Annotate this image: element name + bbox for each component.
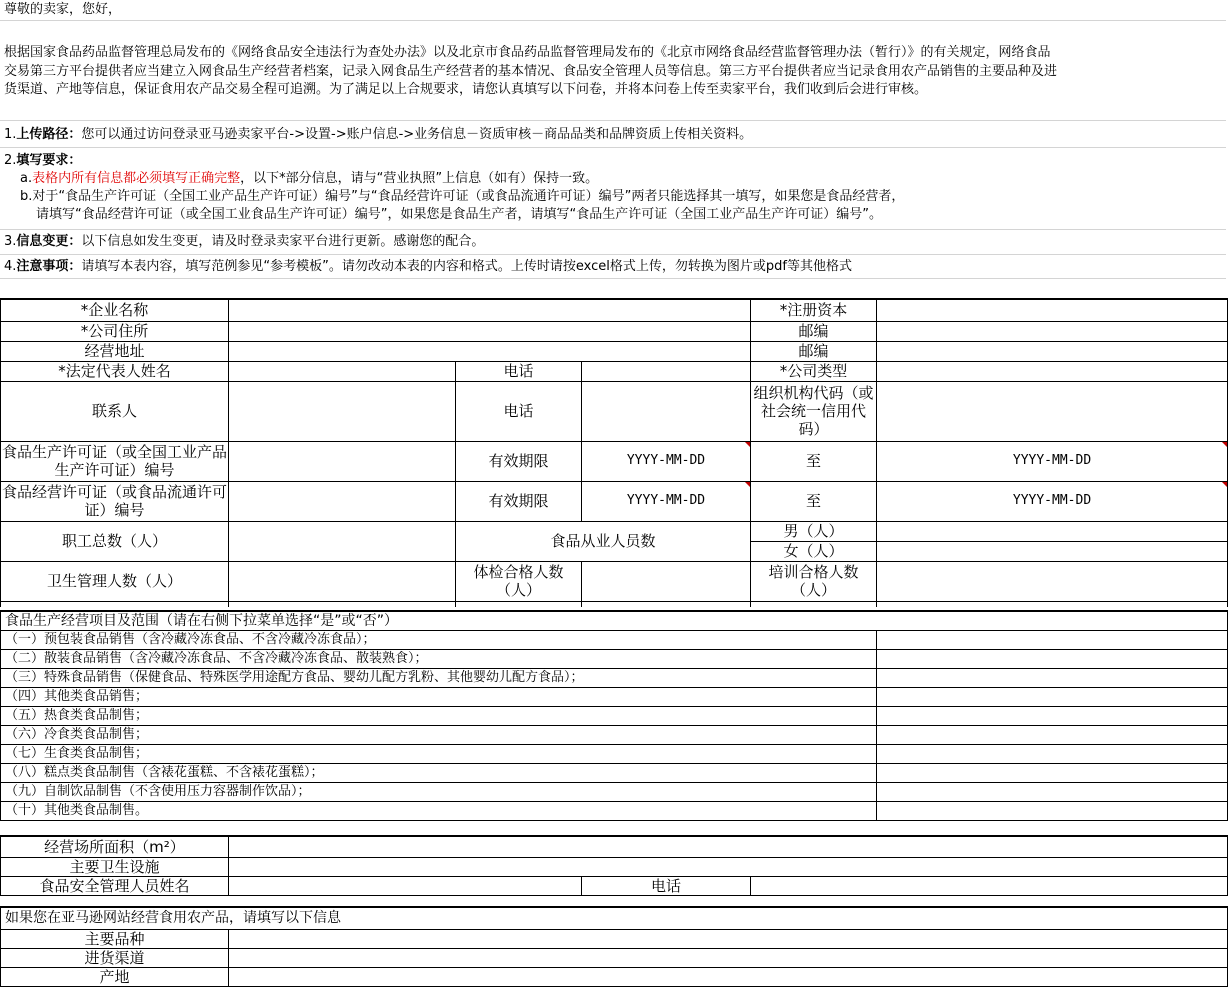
label-channel: 进货渠道 — [1, 948, 229, 967]
scope-item-label: （一）预包装食品销售（含冷藏冷冻食品、不含冷藏冷冻食品）； — [1, 631, 877, 650]
input-company-name[interactable] — [229, 299, 751, 321]
row-staff-male — [1, 521, 1228, 541]
label-hygiene-facility: 主要卫生设施 — [1, 857, 229, 876]
input-health-passed[interactable] — [582, 561, 751, 601]
row-safety-manager — [1, 876, 1228, 895]
input-biz-end-date[interactable]: YYYY-MM-DD — [877, 481, 1228, 521]
label-reg-capital: *注册资本 — [751, 299, 877, 321]
scope-header-row — [1, 611, 1228, 631]
input-contact[interactable] — [229, 381, 456, 441]
input-reg-capital[interactable] — [877, 299, 1228, 321]
agri-header: 如果您在亚马逊网站经营食用农产品，请填写以下信息 — [1, 907, 1228, 929]
spacer-cell — [456, 601, 582, 607]
greeting: 尊敬的卖家，您好， — [4, 2, 122, 17]
row-main-variety — [1, 929, 1228, 948]
note-upload-path — [0, 120, 1226, 148]
label-address: *公司住所 — [1, 321, 229, 341]
label-biz-postcode: 邮编 — [751, 341, 877, 361]
scope-item-row — [1, 707, 1228, 726]
note-number: 2. — [4, 153, 17, 168]
spacer-row — [1, 601, 1228, 607]
label-prod-license: 食品生产许可证（或全国工业产品生产许可证）编号 — [1, 443, 227, 479]
note-number: 4. — [4, 259, 17, 274]
row-contact — [1, 381, 1228, 441]
note-text: ，以下*部分信息，请与“营业执照”上信息（如有）保持一致。 — [240, 171, 599, 186]
label-contact-phone: 电话 — [456, 381, 582, 441]
note-title: 上传路径： — [16, 127, 82, 142]
label-legal-phone: 电话 — [456, 361, 582, 381]
greeting-row — [0, 0, 1226, 21]
scope-item-row — [1, 669, 1228, 688]
input-main-variety[interactable] — [229, 929, 1228, 948]
input-address[interactable] — [229, 321, 751, 341]
label-org-code: 组织机构代码（或社会统一信用代码） — [751, 381, 877, 441]
intro-line: 交易第三方平台提供者应当建立入网食品生产经营者档案，记录入网食品生产经营者的基本情况、食品安全管理人员等信息。第三方平台提供者应当记录食用农产品销售的主要品种及进 — [4, 64, 1058, 79]
label-postcode: 邮编 — [751, 321, 877, 341]
input-safety-manager[interactable] — [229, 876, 582, 895]
intro-paragraph — [0, 20, 1226, 121]
agri-header-row — [1, 907, 1228, 929]
input-safety-phone[interactable] — [751, 876, 1228, 895]
scope-item-row — [1, 764, 1228, 783]
label-biz-valid: 有效期限 — [456, 481, 582, 521]
scope-item-label: （五）热食类食品制售； — [1, 707, 877, 726]
facility-table — [0, 835, 1228, 896]
spacer-cell — [877, 601, 1228, 607]
label-train-passed: 培训合格人数（人） — [751, 561, 877, 601]
label-male: 男（人） — [751, 521, 877, 541]
row-hygiene — [1, 561, 1228, 601]
label-prod-to: 至 — [751, 441, 877, 481]
label-health-passed: 体检合格人数（人） — [456, 561, 582, 601]
scope-item-select[interactable] — [877, 764, 1228, 783]
row-biz-license — [1, 481, 1228, 521]
label-hygiene-staff: 卫生管理人数（人） — [1, 561, 229, 601]
input-biz-start-date[interactable]: YYYY-MM-DD — [582, 481, 751, 521]
row-hygiene-facility — [1, 857, 1228, 876]
note-attention — [0, 254, 1226, 279]
input-postcode[interactable] — [877, 321, 1228, 341]
scope-item-select[interactable] — [877, 707, 1228, 726]
scope-item-label: （七）生食类食品制售； — [1, 745, 877, 764]
label-safety-phone: 电话 — [582, 876, 751, 895]
label-staff-total: 职工总数（人） — [1, 521, 229, 561]
scope-table — [0, 610, 1228, 821]
note-title: 注意事项： — [16, 259, 82, 274]
label-main-variety: 主要品种 — [1, 929, 229, 948]
scope-item-row — [1, 688, 1228, 707]
agri-table — [0, 906, 1228, 987]
spacer-cell — [1, 601, 229, 607]
row-area — [1, 836, 1228, 857]
input-hygiene-staff[interactable] — [229, 561, 456, 601]
input-company-type[interactable] — [877, 361, 1228, 381]
spacer-cell — [751, 601, 877, 607]
input-legal-phone[interactable] — [582, 361, 751, 381]
scope-item-label: （二）散装食品销售（含冷藏冷冻食品、不含冷藏冷冻食品、散装熟食）； — [1, 650, 877, 669]
row-channel — [1, 948, 1228, 967]
input-staff-total[interactable] — [229, 521, 456, 561]
note-text: 请填写本表内容，填写范例参见“参考模板”。请勿改动本表的内容和格式。上传时请按excel格式上传，勿转换为图片或pdf等其他格式 — [81, 259, 852, 274]
scope-header: 食品生产经营项目及范围（请在右侧下拉菜单选择“是”或“否”） — [1, 611, 1228, 631]
note-text: 您可以通过访问登录亚马逊卖家平台->设置->账户信息->业务信息－资质审核－商品品类和品牌资质上传相关资料。 — [81, 127, 753, 142]
scope-item-row — [1, 745, 1228, 764]
note-fill-requirements — [0, 147, 1226, 230]
intro-line: 根据国家食品药品监督管理总局发布的《网络食品安全违法行为查处办法》以及北京市食品药品监督管理局发布的《北京市网络食品经营监督管理办法（暂行）》的有关规定，网络食品 — [4, 45, 1051, 60]
scope-item-select[interactable] — [877, 631, 1228, 650]
input-prod-start-date[interactable]: YYYY-MM-DD — [582, 441, 751, 481]
intro-line: 货渠道、产地等信息，保证食用农产品交易全程可追溯。为了满足以上合规要求，请您认真填写以下问卷，并将本问卷上传至卖家平台，我们收到后会进行审核。 — [4, 82, 928, 97]
input-prod-license[interactable] — [229, 441, 456, 481]
row-biz-address — [1, 341, 1228, 361]
scope-item-select[interactable] — [877, 745, 1228, 764]
label-female: 女（人） — [751, 541, 877, 561]
label-area: 经营场所面积（m²） — [1, 836, 229, 857]
scope-item-select[interactable] — [877, 726, 1228, 745]
note-text: b.对于“食品生产许可证（全国工业产品生产许可证）编号”与“食品经营许可证（或食品流通许可证）编号”两者只能选择其一填写，如果您是食品经营者， — [20, 189, 905, 204]
label-food-staff: 食品从业人员数 — [456, 521, 751, 561]
input-area[interactable] — [229, 836, 1228, 857]
scope-item-select[interactable] — [877, 783, 1228, 802]
spacer-cell — [582, 601, 751, 607]
input-channel[interactable] — [229, 948, 1228, 967]
note-title: 信息变更： — [16, 234, 82, 249]
scope-item-row — [1, 631, 1228, 650]
scope-item-label: （六）冷食类食品制售； — [1, 726, 877, 745]
input-legal-rep[interactable] — [229, 361, 456, 381]
input-hygiene-facility[interactable] — [229, 857, 1228, 876]
input-train-passed[interactable] — [877, 561, 1228, 601]
input-prod-end-date[interactable]: YYYY-MM-DD — [877, 441, 1228, 481]
scope-item-select[interactable] — [877, 688, 1228, 707]
intro-notes — [0, 0, 1228, 298]
label-safety-manager: 食品安全管理人员姓名 — [1, 876, 229, 895]
row-prod-license — [1, 441, 1228, 481]
note-info-change — [0, 229, 1226, 255]
note-number: 1. — [4, 127, 17, 142]
note-prefix: a. — [20, 171, 33, 186]
scope-item-label: （八）糕点类食品制售（含裱花蛋糕、不含裱花蛋糕）； — [1, 764, 877, 783]
spacer-cell — [229, 601, 456, 607]
input-biz-postcode[interactable] — [877, 341, 1228, 361]
label-contact: 联系人 — [1, 381, 229, 441]
scope-item-label: （四）其他类食品销售； — [1, 688, 877, 707]
input-female[interactable] — [877, 541, 1228, 561]
label-legal-rep: *法定代表人姓名 — [1, 361, 229, 381]
row-legal-rep — [1, 361, 1228, 381]
basic-info-table — [0, 298, 1228, 607]
label-biz-license: 食品经营许可证（或食品流通许可证）编号 — [1, 483, 227, 519]
row-origin — [1, 967, 1228, 986]
scope-item-label: （九）自制饮品制售（不含使用压力容器制作饮品）； — [1, 783, 877, 802]
label-company-name: *企业名称 — [1, 299, 229, 321]
label-origin: 产地 — [1, 967, 229, 986]
note-text: 以下信息如发生变更，请及时登录卖家平台进行更新。感谢您的配合。 — [81, 234, 485, 249]
scope-item-row — [1, 802, 1228, 821]
input-biz-license[interactable] — [229, 481, 456, 521]
input-biz-address[interactable] — [229, 341, 751, 361]
input-org-code[interactable] — [877, 381, 1228, 441]
label-biz-to: 至 — [751, 481, 877, 521]
scope-item-label: （三）特殊食品销售（保健食品、特殊医学用途配方食品、婴幼儿配方乳粉、其他婴幼儿配方食品）； — [1, 669, 877, 688]
label-prod-valid: 有效期限 — [456, 441, 582, 481]
scope-item-row — [1, 726, 1228, 745]
label-biz-address: 经营地址 — [1, 341, 229, 361]
row-address — [1, 321, 1228, 341]
scope-item-label: （十）其他类食品制售。 — [1, 802, 877, 821]
note-text: 请填写“食品经营许可证（或全国工业食品生产许可证）编号”，如果您是食品生产者，请填写“食品生产许可证（全国工业产品生产许可证）编号”。 — [36, 207, 882, 222]
scope-item-select[interactable] — [877, 669, 1228, 688]
required-warning: 表格内所有信息都必须填写正确完整 — [32, 171, 241, 186]
label-company-type: *公司类型 — [751, 361, 877, 381]
note-title: 填写要求： — [16, 153, 82, 168]
row-company-name — [1, 299, 1228, 321]
input-origin[interactable] — [229, 967, 1228, 986]
scope-item-select[interactable] — [877, 802, 1228, 821]
scope-item-row — [1, 650, 1228, 669]
note-number: 3. — [4, 234, 17, 249]
scope-item-row — [1, 783, 1228, 802]
input-contact-phone[interactable] — [582, 381, 751, 441]
input-male[interactable] — [877, 521, 1228, 541]
scope-item-select[interactable] — [877, 650, 1228, 669]
